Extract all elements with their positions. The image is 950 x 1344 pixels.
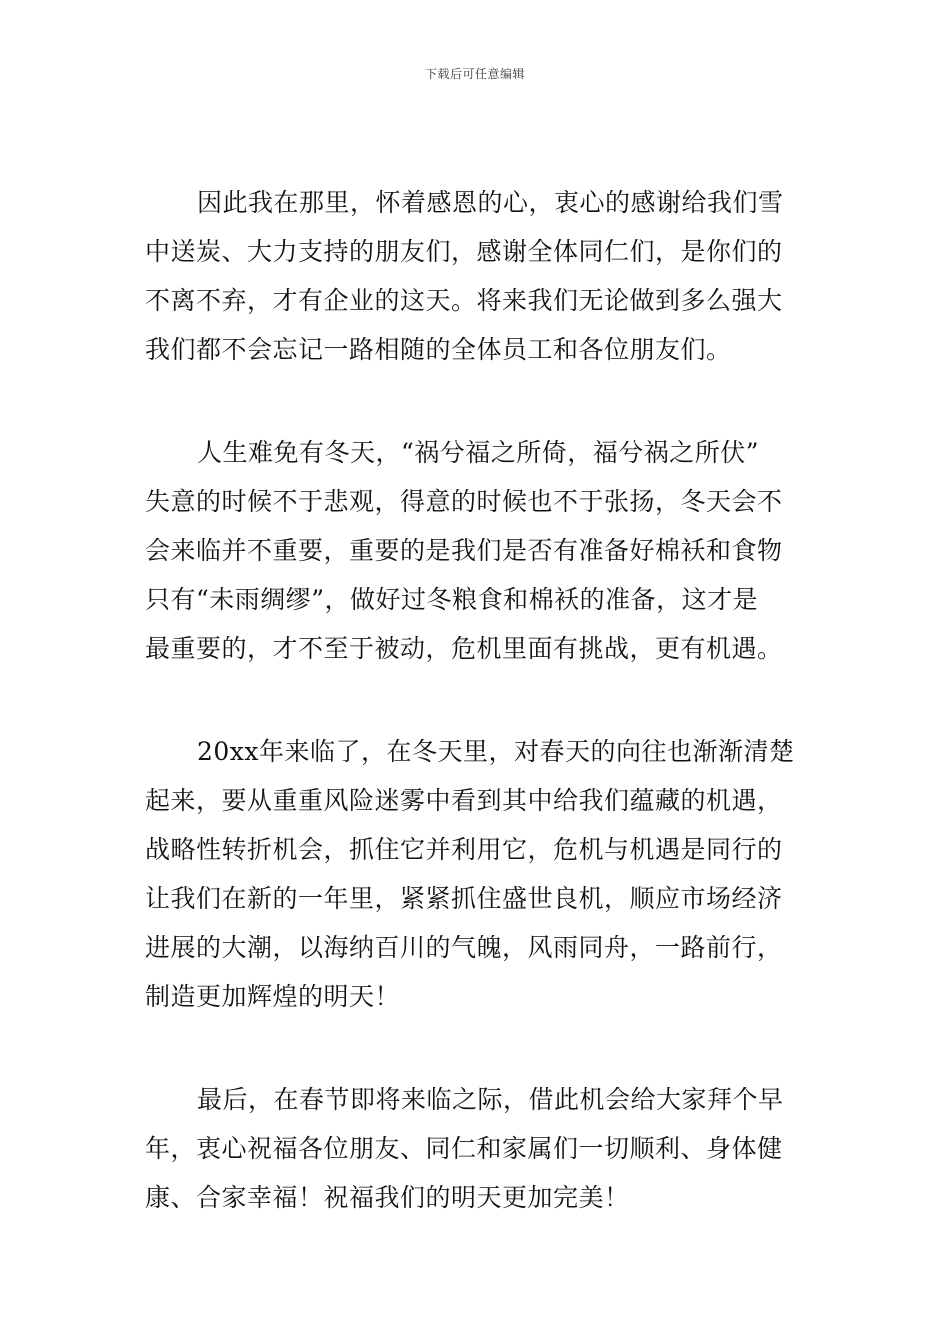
paragraph-line: 战略性转折机会，抓住它并利用它，危机与机遇是同行的	[145, 835, 783, 864]
page-header: 下载后可任意编辑	[424, 67, 525, 81]
paragraph-line: 康、合家幸福！祝福我们的明天更加完美！	[145, 1183, 630, 1212]
paragraph-line: 20xx年来临了，在冬天里，对春天的向往也渐渐清楚	[197, 737, 795, 766]
paragraph-line: 最重要的，才不至于被动，危机里面有挑战，更有机遇。	[145, 634, 783, 663]
paragraph-gratitude	[145, 178, 807, 374]
paragraph-line: 会来临并不重要，重要的是我们是否有准备好棉袄和食物	[145, 536, 783, 565]
paragraph-line: 我们都不会忘记一路相随的全体员工和各位朋友们。	[145, 335, 732, 364]
paragraph-line: 因此我在那里，怀着感恩的心，衷心的感谢给我们雪	[197, 188, 784, 217]
paragraph-winter	[145, 428, 807, 673]
paragraph-line: 人生难免有冬天，“祸兮福之所倚，福兮祸之所伏”	[197, 438, 760, 467]
paragraph-line: 只有“未雨绸缪”，做好过冬粮食和棉袄的准备，这才是	[145, 585, 759, 614]
paragraph-line: 最后，在春节即将来临之际，借此机会给大家拜个早	[197, 1085, 784, 1114]
paragraph-line: 起来，要从重重风险迷雾中看到其中给我们蕴藏的机遇，	[145, 786, 783, 815]
paragraph-line: 制造更加辉煌的明天！	[145, 982, 401, 1011]
paragraph-line: 中送炭、大力支持的朋友们，感谢全体同仁们，是你们的	[145, 237, 783, 266]
paragraph-closing	[145, 1075, 807, 1222]
document-body	[145, 178, 807, 1222]
paragraph-line: 不离不弃，才有企业的这天。将来我们无论做到多么强大	[145, 286, 783, 315]
paragraph-line: 失意的时候不于悲观，得意的时候也不于张扬，冬天会不	[145, 487, 783, 516]
paragraph-line: 进展的大潮，以海纳百川的气魄，风雨同舟，一路前行，	[145, 933, 783, 962]
paragraph-new-year	[145, 727, 807, 1021]
paragraph-line: 让我们在新的一年里，紧紧抓住盛世良机，顺应市场经济	[145, 884, 783, 913]
paragraph-line: 年，衷心祝福各位朋友、同仁和家属们一切顺利、身体健	[145, 1134, 783, 1163]
